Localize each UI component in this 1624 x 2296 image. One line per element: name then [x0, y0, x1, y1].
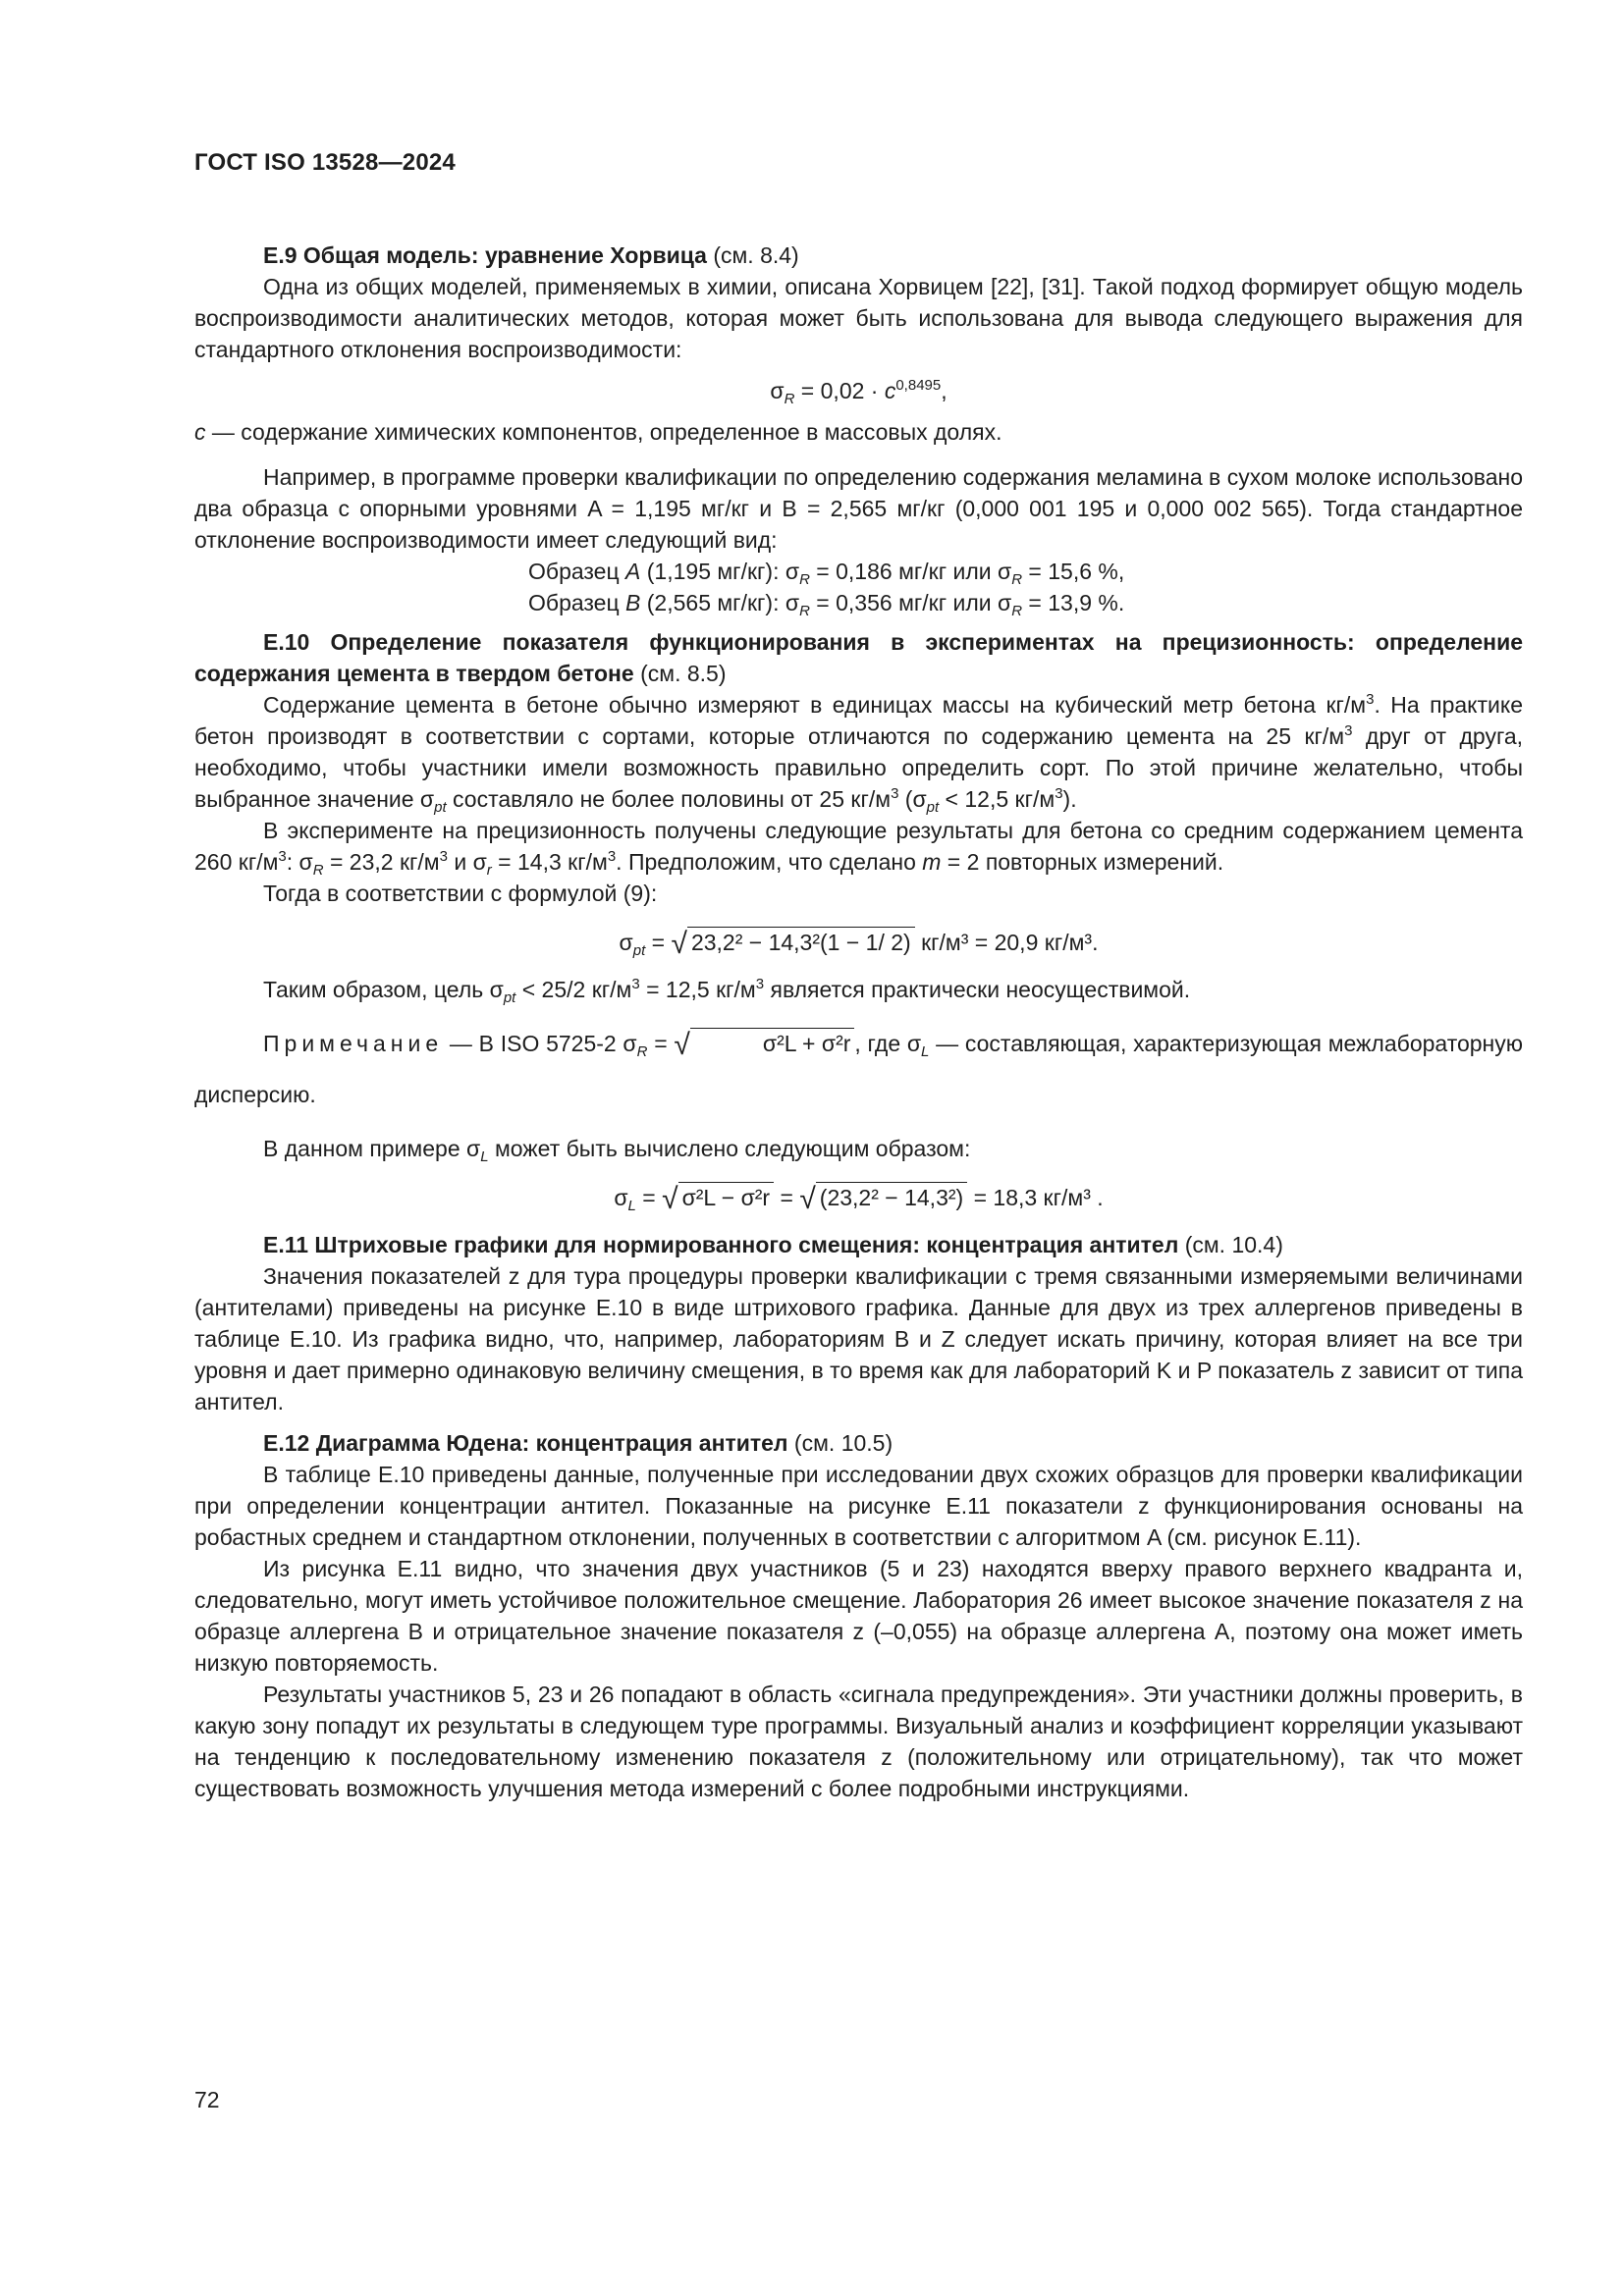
section-e11-heading: Е.11 Штриховые графики для нормированного смещения: концентрация антител (см. 10.4) [263, 1232, 1283, 1257]
e10-paragraph-2: В эксперименте на прецизионность получены следующие результаты для бетона со средним содержанием цемента 260 $кг/м^3$: $\sigma_R = 23,2$ $кг/м^3$ и $\sigma_r = 14,3$ $кг/м^3$. Предположим, что сделано m = 2 повторных измерений. [194, 818, 1523, 879]
e10-paragraph-3: Тогда в соответствии с формулой (9): [263, 881, 658, 906]
document-header: ГОСТ ISO 13528—2024 [194, 149, 456, 176]
e9-where-line: c — содержание химических компонентов, определенное в массовых долях. [194, 419, 1002, 445]
e10-note: Примечание — В ISO 5725-2 $\sigma_R$ = √ σ²L + σ²r , где $\sigma_L$ — составляющая, характеризующая межлабораторную дисперсию. [194, 1029, 1523, 1107]
section-e10-heading: Е.10 Определение показателя функционирования в экспериментах на прецизионность: определение содержания цемента в твердом бетоне (см. 8.5) [194, 629, 1523, 686]
horwitz-formula: $\sigma_R = 0,02 \cdot c^{0,8495}$, [770, 377, 947, 407]
e9-paragraph-2: Например, в программе проверки квалификации по определению содержания меламина в сухом молоке использовано два образца с опорными уровнями A = 1,195 мг/кг и B = 2,565 мг/кг (0,000 001 195 и 0,000 002 565). Тогда стандартное отклонение воспроизводимости имеет следующий вид: [194, 464, 1523, 553]
sigma-l-formula: $\sigma_L$ = √ σ²L − σ²r = √ (23,2² − 14,3²) = 18,3 кг/м³ . [614, 1183, 1104, 1215]
sample-a-line: Образец A (1,195 мг/кг): $\sigma_R = 0,186$ мг/кг или $\sigma_R = 15,6$ %, [528, 559, 1125, 588]
e11-paragraph-1: Значения показателей z для тура процедуры проверки квалификации с тремя связанными измеряемыми величинами (антителами) приведены на рисунке Е.10 в виде штрихового графика. Данные для двух из трех аллергенов приведены в таблице Е.10. Из графика видно, что, например, лабораториям B и Z следует искать причину, которая влияет на все три уровня и дает примерно одинаковую величину смещения, в то время как для лабораторий K и P показатель z зависит от типа антител. [194, 1263, 1523, 1415]
page-number: 72 [194, 2087, 220, 2112]
section-e9-heading: Е.9 Общая модель: уравнение Хорвица (см. 8.4) [263, 242, 799, 268]
e12-paragraph-3: Результаты участников 5, 23 и 26 попадают в область «сигнала предупреждения». Эти участники должны проверить, в какую зону попадут их результаты в следующем туре программы. Визуальный анализ и коэффициент корреляции указывают на тенденцию к последовательному изменению показателя z (положительному или отрицательному), так что может существовать возможность улучшения метода измерений с более подробными инструкциями. [194, 1682, 1523, 1801]
sample-b-line: Образец B (2,565 мг/кг): $\sigma_R = 0,356$ мг/кг или $\sigma_R = 13,9$ %. [528, 590, 1125, 619]
e10-paragraph-4: Таким образом, цель $\sigma_{pt} < 25/2$ $кг/м^3 = 12,5$ $кг/м^3$ является практически неосуществимой. [263, 976, 1191, 1006]
section-e12-heading: Е.12 Диаграмма Юдена: концентрация антител (см. 10.5) [263, 1430, 893, 1456]
e12-paragraph-1: В таблице Е.10 приведены данные, полученные при исследовании двух схожих образцов для проверки квалификации при определении концентрации антител. Показанные на рисунке Е.11 показатели z функционирования основаны на робастных среднем и стандартном отклонении, полученных в соответствии с алгоритмом A (см. рисунок Е.11). [194, 1462, 1523, 1550]
page-content [194, 232, 1523, 1804]
sigma-pt-formula: $\sigma_{pt}$ = √ 23,2² − 14,3²(1 − 1/ 2) кг/м³ = 20,9 кг/м³. [619, 928, 1099, 960]
e12-paragraph-2: Из рисунка Е.11 видно, что значения двух участников (5 и 23) находятся вверху правого верхнего квадранта и, следовательно, могут иметь устойчивое положительное смещение. Лаборатория 26 имеет высокое значение показателя z на образце аллергена B и отрицательное значение показателя z (–0,055) на образце аллергена A, поэтому она может иметь низкую повторяемость. [194, 1556, 1523, 1676]
e10-paragraph-1: Содержание цемента в бетоне обычно измеряют в единицах массы на кубический метр бетона $кг/м^3$. На практике бетон производят в соответствии с сортами, которые отличаются по содержанию цемента на 25 $кг/м^3$ друг от друга, необходимо, чтобы участники имели возможность правильно определить сорт. По этой причине желательно, чтобы выбранное значение $\sigma_{pt}$ составляло не более половины от 25 $кг/м^3$ ($\sigma_{pt} < 12,5$ $кг/м^3$). [194, 691, 1524, 816]
e9-paragraph-1: Одна из общих моделей, применяемых в химии, описана Хорвицем [22], [31]. Такой подход формирует общую модель воспроизводимости аналитических методов, которая может быть использована для вывода следующего выражения для стандартного отклонения воспроизводимости: [194, 274, 1523, 362]
e10-paragraph-5: В данном примере $\sigma_L$ может быть вычислено следующим образом: [263, 1136, 971, 1165]
